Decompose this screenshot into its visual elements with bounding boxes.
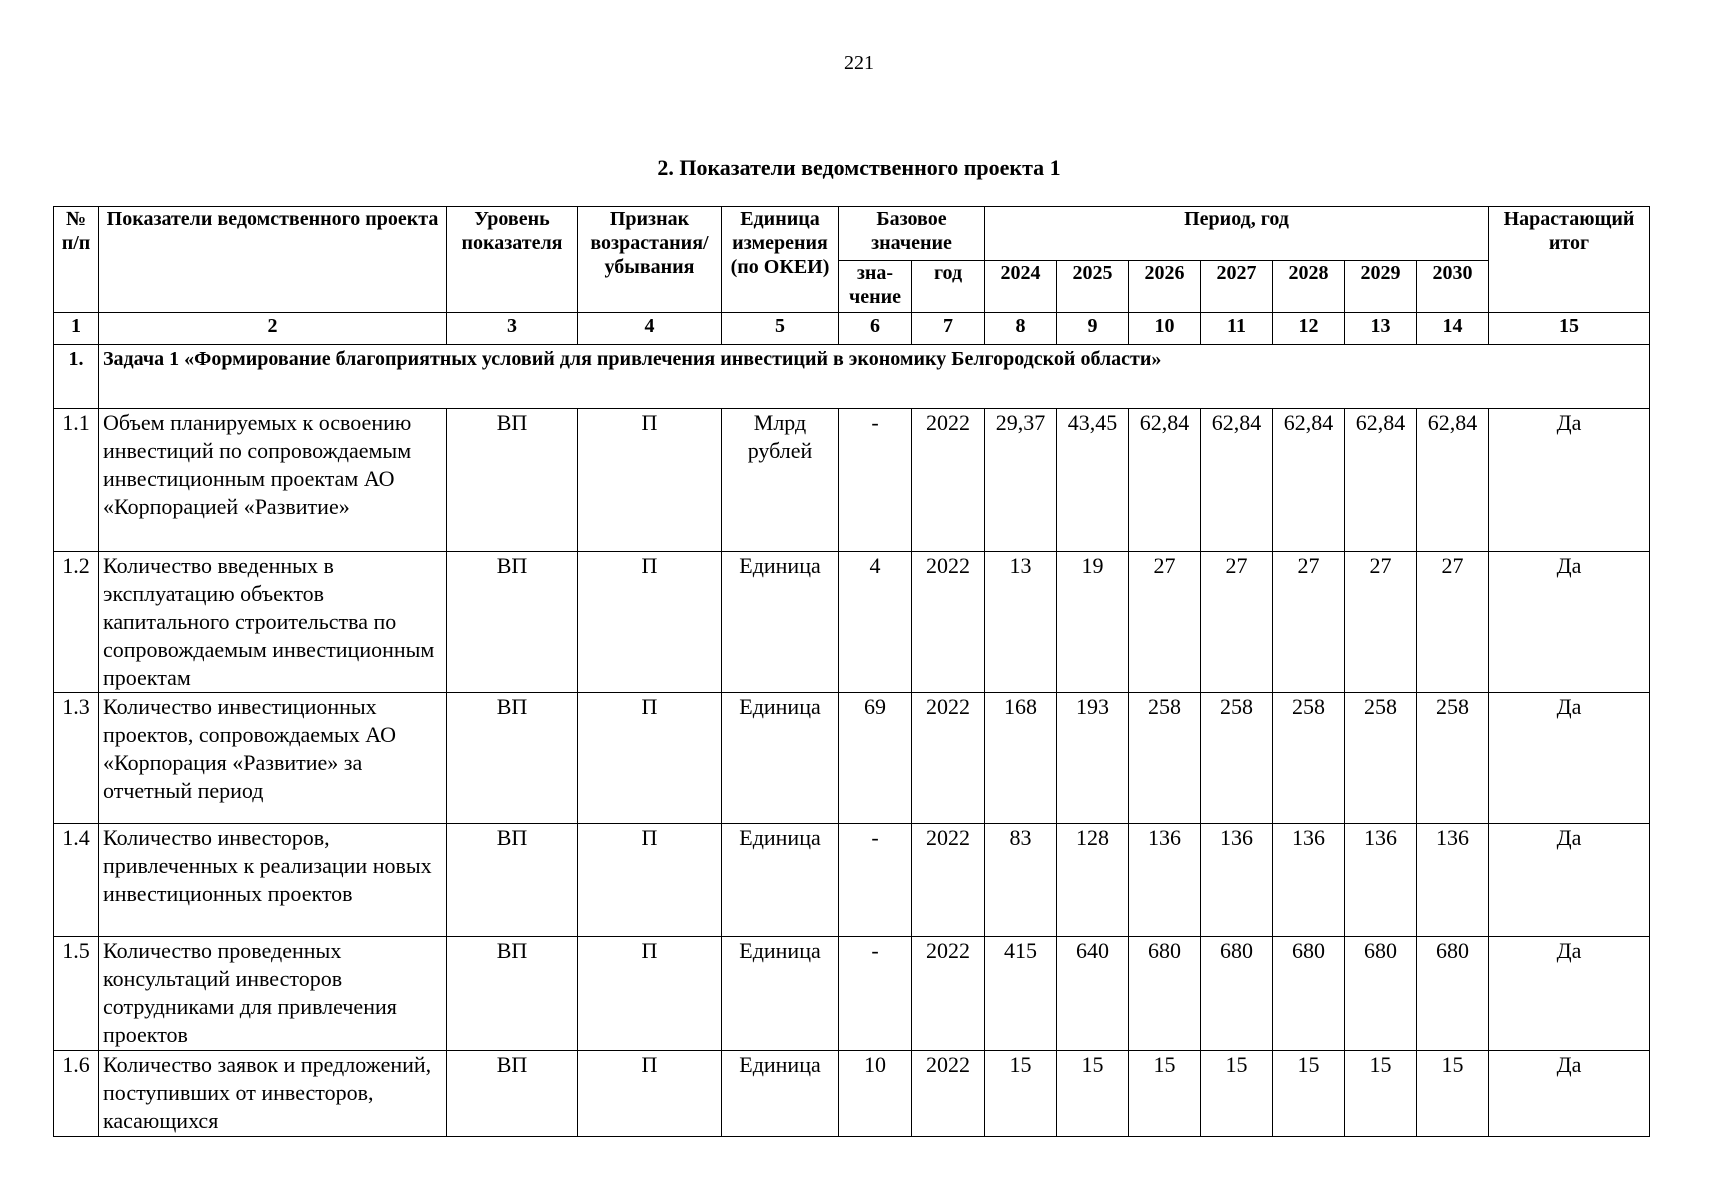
year-value: 19	[1057, 552, 1129, 693]
column-number: 13	[1345, 313, 1417, 345]
column-number: 15	[1489, 313, 1650, 345]
header-year: 2030	[1417, 261, 1489, 313]
year-value: 62,84	[1417, 409, 1489, 552]
table-row	[54, 937, 1650, 1051]
year-value: 15	[1129, 1051, 1201, 1137]
indicator-name: Количество заявок и предложений, поступивших от инвесторов, касающихся	[99, 1051, 447, 1137]
indicator-level: ВП	[447, 1051, 578, 1137]
year-value: 29,37	[985, 409, 1057, 552]
year-value: 136	[1273, 824, 1345, 937]
column-number: 9	[1057, 313, 1129, 345]
year-value: 15	[985, 1051, 1057, 1137]
indicator-sign: П	[578, 937, 722, 1051]
indicator-unit: Единица	[722, 937, 839, 1051]
header-base-year: год	[912, 261, 985, 313]
base-year: 2022	[912, 693, 985, 824]
year-value: 136	[1201, 824, 1273, 937]
page-number: 221	[844, 52, 874, 74]
indicator-name: Количество введенных в эксплуатацию объектов капитального строительства по сопровождаемым инвестиционным проектам	[99, 552, 447, 693]
indicator-level: ВП	[447, 824, 578, 937]
base-year: 2022	[912, 409, 985, 552]
cumulative-value: Да	[1489, 552, 1650, 693]
table-row	[54, 693, 1650, 824]
year-value: 136	[1345, 824, 1417, 937]
year-value: 15	[1273, 1051, 1345, 1137]
year-value: 258	[1129, 693, 1201, 824]
column-number: 2	[99, 313, 447, 345]
row-number: 1.6	[54, 1051, 99, 1137]
year-value: 136	[1417, 824, 1489, 937]
task-number: 1.	[54, 345, 99, 409]
row-number: 1.3	[54, 693, 99, 824]
indicators-table	[53, 206, 1650, 1137]
page-title: 2. Показатели ведомственного проекта 1	[657, 155, 1061, 180]
year-value: 62,84	[1129, 409, 1201, 552]
row-number: 1.4	[54, 824, 99, 937]
column-number: 4	[578, 313, 722, 345]
row-number: 1.5	[54, 937, 99, 1051]
table-row	[54, 409, 1650, 552]
column-numbers-row	[54, 313, 1650, 345]
year-value: 27	[1129, 552, 1201, 693]
base-value: -	[839, 824, 912, 937]
year-value: 258	[1273, 693, 1345, 824]
year-value: 15	[1057, 1051, 1129, 1137]
year-value: 136	[1129, 824, 1201, 937]
year-value: 680	[1129, 937, 1201, 1051]
indicator-sign: П	[578, 552, 722, 693]
cumulative-value: Да	[1489, 824, 1650, 937]
header-year: 2028	[1273, 261, 1345, 313]
year-value: 680	[1273, 937, 1345, 1051]
indicator-level: ВП	[447, 937, 578, 1051]
year-value: 83	[985, 824, 1057, 937]
header-base-value: зна- чение	[839, 261, 912, 313]
year-value: 193	[1057, 693, 1129, 824]
indicator-level: ВП	[447, 409, 578, 552]
header-period: Период, год	[985, 207, 1489, 261]
base-value: 4	[839, 552, 912, 693]
indicator-level: ВП	[447, 693, 578, 824]
indicator-unit: Единица	[722, 552, 839, 693]
table-row	[54, 824, 1650, 937]
indicator-name: Количество инвесторов, привлеченных к реализации новых инвестиционных проектов	[99, 824, 447, 937]
table-row	[54, 1051, 1650, 1137]
year-value: 27	[1345, 552, 1417, 693]
header-year: 2029	[1345, 261, 1417, 313]
header-year: 2027	[1201, 261, 1273, 313]
base-year: 2022	[912, 1051, 985, 1137]
indicator-name: Количество проведенных консультаций инвесторов сотрудниками для привлечения проектов	[99, 937, 447, 1051]
column-number: 1	[54, 313, 99, 345]
header-indicator: Показатели ведомственного проекта	[99, 207, 447, 313]
header-base: Базовое значение	[839, 207, 985, 261]
indicator-sign: П	[578, 409, 722, 552]
header-sign: Признак возрастания/ убывания	[578, 207, 722, 313]
indicator-unit: Единица	[722, 1051, 839, 1137]
task-row	[54, 345, 1650, 409]
task-title: Задача 1 «Формирование благоприятных условий для привлечения инвестиций в экономику Белгородской области»	[99, 345, 1650, 409]
year-value: 15	[1345, 1051, 1417, 1137]
base-value: 10	[839, 1051, 912, 1137]
column-number: 6	[839, 313, 912, 345]
column-number: 11	[1201, 313, 1273, 345]
year-value: 43,45	[1057, 409, 1129, 552]
header-year: 2024	[985, 261, 1057, 313]
year-value: 680	[1201, 937, 1273, 1051]
indicator-level: ВП	[447, 552, 578, 693]
column-number: 7	[912, 313, 985, 345]
year-value: 258	[1201, 693, 1273, 824]
cumulative-value: Да	[1489, 409, 1650, 552]
year-value: 128	[1057, 824, 1129, 937]
base-value: 69	[839, 693, 912, 824]
column-number: 10	[1129, 313, 1201, 345]
indicator-sign: П	[578, 824, 722, 937]
cumulative-value: Да	[1489, 937, 1650, 1051]
year-value: 415	[985, 937, 1057, 1051]
base-value: -	[839, 937, 912, 1051]
year-value: 27	[1273, 552, 1345, 693]
base-value: -	[839, 409, 912, 552]
year-value: 27	[1201, 552, 1273, 693]
column-number: 8	[985, 313, 1057, 345]
header-year: 2026	[1129, 261, 1201, 313]
year-value: 640	[1057, 937, 1129, 1051]
year-value: 168	[985, 693, 1057, 824]
base-year: 2022	[912, 552, 985, 693]
header-unit: Единица измерения (по ОКЕИ)	[722, 207, 839, 313]
year-value: 62,84	[1201, 409, 1273, 552]
indicator-name: Объем планируемых к освоению инвестиций по сопровождаемым инвестиционным проектам АО «Корпорацией «Развитие»	[99, 409, 447, 552]
indicator-unit: Млрд рублей	[722, 409, 839, 552]
row-number: 1.1	[54, 409, 99, 552]
year-value: 62,84	[1345, 409, 1417, 552]
indicator-sign: П	[578, 693, 722, 824]
year-value: 258	[1417, 693, 1489, 824]
column-number: 14	[1417, 313, 1489, 345]
table-row	[54, 552, 1650, 693]
year-value: 680	[1417, 937, 1489, 1051]
indicator-unit: Единица	[722, 824, 839, 937]
column-number: 5	[722, 313, 839, 345]
header-no: № п/п	[54, 207, 99, 313]
column-number: 3	[447, 313, 578, 345]
header-year: 2025	[1057, 261, 1129, 313]
base-year: 2022	[912, 937, 985, 1051]
column-number: 12	[1273, 313, 1345, 345]
cumulative-value: Да	[1489, 693, 1650, 824]
year-value: 27	[1417, 552, 1489, 693]
indicator-sign: П	[578, 1051, 722, 1137]
cumulative-value: Да	[1489, 1051, 1650, 1137]
indicator-name: Количество инвестиционных проектов, сопровождаемых АО «Корпорация «Развитие» за отчетный период	[99, 693, 447, 824]
year-value: 13	[985, 552, 1057, 693]
year-value: 62,84	[1273, 409, 1345, 552]
base-year: 2022	[912, 824, 985, 937]
year-value: 15	[1201, 1051, 1273, 1137]
header-level: Уровень показателя	[447, 207, 578, 313]
year-value: 680	[1345, 937, 1417, 1051]
indicator-unit: Единица	[722, 693, 839, 824]
year-value: 15	[1417, 1051, 1489, 1137]
year-value: 258	[1345, 693, 1417, 824]
header-cumulative: Нарастающий итог	[1489, 207, 1650, 313]
row-number: 1.2	[54, 552, 99, 693]
